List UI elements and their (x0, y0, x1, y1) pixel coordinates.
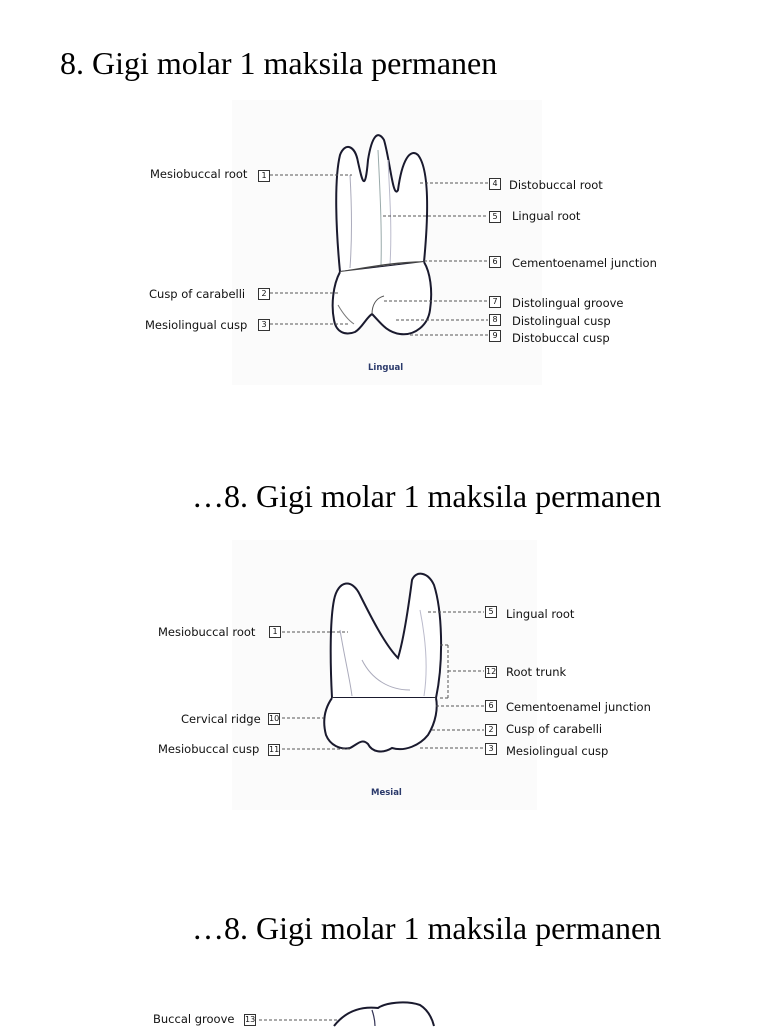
label-distolingual-groove: Distolingual groove (512, 296, 624, 310)
slide-title-1: 8. Gigi molar 1 maksila permanen (60, 45, 498, 81)
label-lingual-root: Lingual root (512, 209, 581, 223)
label-number: 6 (489, 256, 501, 268)
label-number: 7 (489, 296, 501, 308)
slide-title-2: …8. Gigi molar 1 maksila permanen (192, 478, 662, 514)
label-buccal-groove: Buccal groove (153, 1012, 235, 1026)
label-cusp-of-carabelli: Cusp of carabelli (149, 287, 246, 301)
label-number: 5 (485, 606, 497, 618)
label-mesiobuccal-root: Mesiobuccal root (150, 167, 248, 181)
label-cementoenamel-junction: Cementoenamel junction (512, 256, 657, 270)
label-mesiobuccal-root: Mesiobuccal root (158, 625, 256, 639)
label-number: 13 (245, 1015, 256, 1024)
label-mesiobuccal-cusp: Mesiobuccal cusp (158, 742, 260, 756)
slide-title-3: …8. Gigi molar 1 maksila permanen (192, 910, 662, 946)
figure-mesial-view (0, 540, 768, 815)
label-number: 11 (269, 745, 280, 754)
label-number: 6 (485, 700, 497, 712)
label-cementoenamel-junction: Cementoenamel junction (506, 700, 651, 714)
label-number: 3 (258, 319, 270, 331)
label-number: 2 (485, 724, 497, 736)
figure-lingual-view (0, 100, 768, 390)
label-number: 1 (258, 170, 270, 182)
view-label: Mesial (371, 788, 402, 798)
label-number: 9 (489, 330, 501, 342)
label-number: 8 (489, 314, 501, 326)
tooth-occlusal-drawing (0, 1000, 768, 1030)
label-mesiolingual-cusp: Mesiolingual cusp (145, 318, 248, 332)
label-mesiolingual-cusp: Mesiolingual cusp (506, 744, 609, 758)
label-number: 1 (269, 626, 281, 638)
label-number: 5 (489, 211, 501, 223)
label-cervical-ridge: Cervical ridge (181, 712, 261, 726)
tooth-mesial-drawing (0, 540, 768, 815)
label-distobuccal-root: Distobuccal root (509, 178, 603, 192)
label-distolingual-cusp: Distolingual cusp (512, 314, 611, 328)
label-distobuccal-cusp: Distobuccal cusp (512, 331, 610, 345)
tooth-lingual-drawing (0, 100, 768, 390)
label-number: 12 (486, 667, 497, 676)
label-root-trunk: Root trunk (506, 665, 567, 679)
label-number: 4 (489, 178, 501, 190)
label-number: 3 (485, 743, 497, 755)
label-number: 2 (258, 288, 270, 300)
label-number: 10 (269, 714, 280, 723)
label-cusp-of-carabelli: Cusp of carabelli (506, 722, 603, 736)
label-lingual-root: Lingual root (506, 607, 575, 621)
figure-occlusal-view (0, 1000, 768, 1030)
view-label: Lingual (368, 363, 404, 373)
